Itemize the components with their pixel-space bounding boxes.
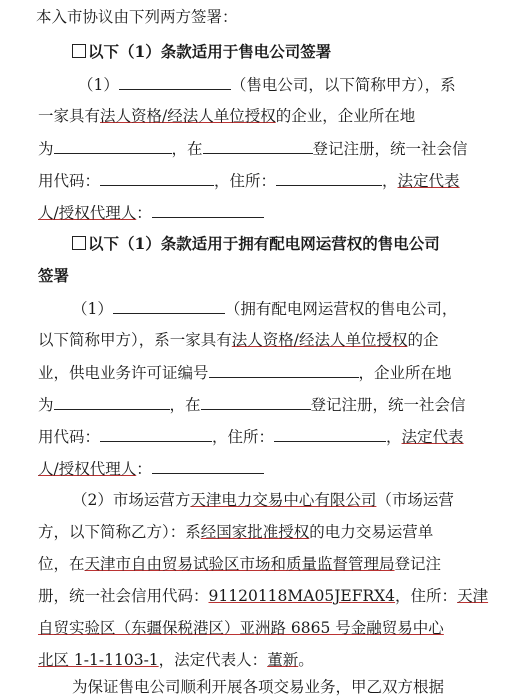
section3-line3: 位，在天津市自由贸易试验区市场和质量监督管理局登记注 [38,555,442,573]
section1-para-line1: （1） （售电公司，以下简称甲方），系 [78,73,456,96]
section2-para-line2: 以下简称甲方），系一家具有法人资格/经法人单位授权的企 [38,331,439,349]
section3-line6: 北区 1-1-1103-1，法定代表人：董新。 [38,651,314,669]
section2-heading: 以下（1）条款适用于拥有配电网运营权的售电公司 [72,233,440,255]
closing-line: 为保证售电公司顺利开展各项交易业务，甲乙双方根据 [72,678,445,696]
section3-line1: （2）市场运营方天津电力交易中心有限公司（市场运营 [72,491,454,509]
section1-heading: 以下（1）条款适用于售电公司签署 [72,41,331,63]
blank-field[interactable] [274,425,386,442]
intro-line: 本入市协议由下列两方签署： [36,8,238,26]
checkbox-icon[interactable] [72,44,86,58]
checkbox-icon[interactable] [72,236,86,250]
section2-para-line3: 业，供电业务许可证编号 ，企业所在地 [38,361,452,384]
section2-para-line1: （1） （拥有配电网运营权的售电公司， [72,297,457,320]
blank-field[interactable] [100,169,214,186]
section2-para-line4: 为 ，在 登记注册，统一社会信 [38,393,466,416]
blank-field[interactable] [209,361,359,378]
section2-heading-cont: 签署 [38,266,70,285]
blank-field[interactable] [152,457,264,474]
section1-para-line4: 用代码： ，住所： ，法定代表 [38,169,460,192]
section1-para-line3: 为 ，在 登记注册，统一社会信 [38,137,468,160]
blank-field[interactable] [54,393,170,410]
section1-para-line2: 一家具有法人资格/经法人单位授权的企业，企业所在地 [38,107,416,125]
blank-field[interactable] [152,201,264,218]
blank-field[interactable] [201,393,311,410]
blank-field[interactable] [113,297,225,314]
blank-field[interactable] [54,137,172,154]
blank-field[interactable] [276,169,382,186]
section2-para-line6: 人/授权代理人： [38,457,264,480]
section2-para-line5: 用代码： ，住所： ，法定代表 [38,425,464,448]
section1-para-line5: 人/授权代理人： [38,201,264,224]
blank-field[interactable] [100,425,212,442]
section3-line2: 方，以下简称乙方）：系经国家批准授权的电力交易运营单 [38,523,434,541]
blank-field[interactable] [203,137,313,154]
section3-line5: 自贸实验区（东疆保税港区）亚洲路 6865 号金融贸易中心 [38,619,444,637]
section3-line4: 册，统一社会信用代码：91120118MA05JEFRX4，住所：天津 [38,587,489,605]
blank-field[interactable] [119,73,231,90]
